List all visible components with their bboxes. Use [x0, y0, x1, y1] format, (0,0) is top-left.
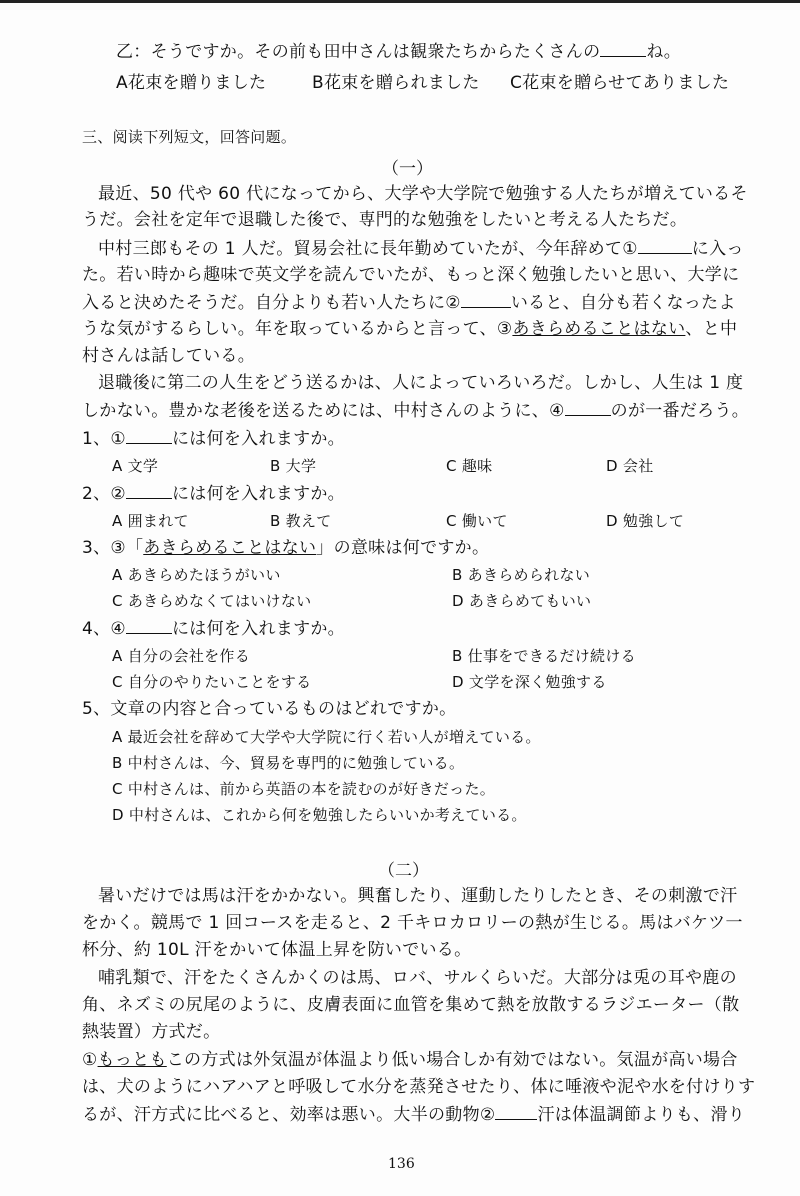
q3-option-b: B あきらめられない: [452, 566, 591, 584]
passage1-line: 最近、50 代や 60 代になってから、大学や大学院で勉強する人たちが増えているそ: [98, 184, 748, 204]
prev-option-c: C花束を贈らせてありました: [510, 73, 730, 93]
q-text: 」の意味は何ですか。: [316, 538, 490, 558]
blank: [600, 40, 646, 57]
q1-option-d: D 会社: [606, 457, 654, 475]
q-pre: ①: [110, 429, 126, 449]
q4-option-d: D 文学を深く勉強する: [452, 673, 607, 691]
text: に入っ: [691, 239, 744, 259]
underlined-phrase: あきらめることはない: [512, 319, 686, 339]
q-text: 文章の内容と合っているものはどれですか。: [110, 699, 457, 719]
question-1: [82, 427, 345, 450]
passage2-line: 熱装置）方式だ。: [82, 1022, 221, 1042]
text: 汗は体温調節よりも、滑り: [537, 1105, 746, 1125]
q3-option-c: C あきらめなくてはいけない: [112, 592, 312, 610]
q1-option-c: C 趣味: [446, 457, 493, 475]
q-quote: あきらめることはない: [143, 538, 317, 558]
q2-option-c: C 働いて: [446, 512, 508, 530]
q5-option-b: B 中村さんは、今、貿易を専門的に勉強している。: [112, 754, 465, 772]
q2-option-a: A 囲まれて: [112, 512, 189, 530]
blank: [126, 617, 172, 634]
passage1-line: [82, 399, 749, 422]
q-pre: ②: [110, 484, 126, 504]
q5-option-a: A 最近会社を辞めて大学や大学院に行く若い人が増えている。: [112, 728, 541, 746]
prev-option-a: A花束を贈りました: [116, 73, 267, 93]
q-num: 2、: [82, 484, 111, 504]
q-text: には何を入れますか。: [171, 484, 345, 504]
q4-option-b: B 仕事をできるだけ続ける: [452, 647, 636, 665]
q4-option-c: C 自分のやりたいことをする: [112, 673, 312, 691]
passage1-line: 村さんは話している。: [82, 346, 255, 366]
passage1-line: 退職後に第二の人生をどう送るかは、人によっていろいろだ。しかし、人生は 1 度: [98, 373, 744, 393]
text: のが一番だろう。: [610, 401, 750, 421]
q-num: 4、: [82, 619, 111, 639]
prev-dialog-text: 乙：そうですか。その前も田中さんは観衆たちからたくさんの: [116, 42, 601, 62]
q4-option-a: A 自分の会社を作る: [112, 647, 251, 665]
passage2-line: 暑いだけでは馬は汗をかかない。興奮したり、運動したりしたとき、その刺激で汗: [98, 886, 738, 906]
text: ①: [82, 1050, 98, 1070]
prev-dialog-end: ね。: [646, 42, 682, 62]
passage2-label: （二）: [378, 861, 429, 881]
text: しかない。豊かな老後を送るためには、中村さんのように、④: [82, 401, 565, 421]
prev-dialog: [116, 40, 681, 63]
passage1-line: [82, 318, 737, 340]
question-4: [82, 617, 345, 640]
page-number: 136: [388, 1156, 415, 1172]
passage2-line: 杯分、約 10L 汗をかいて体温上昇を防いでいる。: [82, 940, 472, 960]
q5-option-c: C 中村さんは、前から英語の本を読むのが好きだった。: [112, 780, 496, 798]
passage2-line: は、犬のようにハアハアと呼吸して水分を蒸発させたり、体に唾液や泥や水を付けりす: [82, 1077, 756, 1097]
passage1-line: うだ。会社を定年で退職した後で、専門的な勉強をしたいと考える人たちだ。: [82, 210, 688, 230]
text: 入ると決めたそうだ。自分よりも若い人たちに②: [82, 293, 461, 313]
q1-option-a: A 文学: [112, 457, 159, 475]
text: いると、自分も若くなったよ: [510, 293, 736, 313]
passage2-line: 哺乳類で、汗をたくさんかくのは馬、ロバ、サルくらいだ。大部分は兎の耳や鹿の: [98, 968, 737, 988]
text: うな気がするらしい。年を取っているからと言って、③: [82, 319, 513, 339]
question-5: [82, 698, 456, 720]
question-3: [82, 537, 489, 559]
q3-option-d: D あきらめてもいい: [452, 592, 592, 610]
underlined-phrase: もっとも: [97, 1050, 167, 1070]
passage1-line: [98, 237, 744, 260]
q-pre: ③「: [110, 538, 144, 558]
q1-option-b: B 大学: [270, 457, 317, 475]
blank-2: [461, 291, 511, 308]
text: るが、汗方式に比べると、効率は悪い。大半の動物②: [82, 1105, 496, 1125]
text: 、と中: [685, 319, 738, 339]
passage1-label: （一）: [382, 159, 433, 179]
q2-option-d: D 勉強して: [606, 512, 685, 530]
text: この方式は外気温が体温より低い場合しか有効ではない。気温が高い場合: [166, 1050, 738, 1070]
q-num: 3、: [82, 538, 111, 558]
q2-option-b: B 教えて: [270, 512, 332, 530]
q3-option-a: A あきらめたほうがいい: [112, 566, 281, 584]
passage2-line: をかく。競馬で 1 回コースを走ると、2 千キロカロリーの熱が生じる。馬はバケツ一: [82, 913, 743, 933]
section-title: 三、阅读下列短文，回答问题。: [82, 128, 297, 146]
passage1-line: た。若い時から趣味で英文学を読んでいたが、もっと深く勉強したいと思い、大学に: [82, 265, 740, 285]
text: 中村三郎もその 1 人だ。貿易会社に長年勤めていたが、今年辞めて①: [98, 239, 638, 259]
passage2-line: 角、ネズミの尻尾のように、皮膚表面に血管を集めて熱を放散するラジエーター（散: [82, 995, 740, 1015]
blank: [126, 427, 172, 444]
blank-4: [565, 399, 611, 416]
prev-option-b: B花束を贈られました: [312, 73, 480, 93]
q-num: 5、: [82, 699, 111, 719]
passage1-line: [82, 291, 736, 314]
q5-option-d: D 中村さんは、これから何を勉強したらいいか考えている。: [112, 806, 527, 824]
blank: [495, 1103, 537, 1120]
blank: [126, 482, 172, 499]
blank-1: [638, 237, 692, 254]
passage2-line: [82, 1049, 738, 1071]
passage2-line: [82, 1103, 745, 1126]
q-text: には何を入れますか。: [171, 619, 345, 639]
q-num: 1、: [82, 429, 111, 449]
q-pre: ④: [110, 619, 126, 639]
question-2: [82, 482, 345, 505]
q-text: には何を入れますか。: [171, 429, 345, 449]
